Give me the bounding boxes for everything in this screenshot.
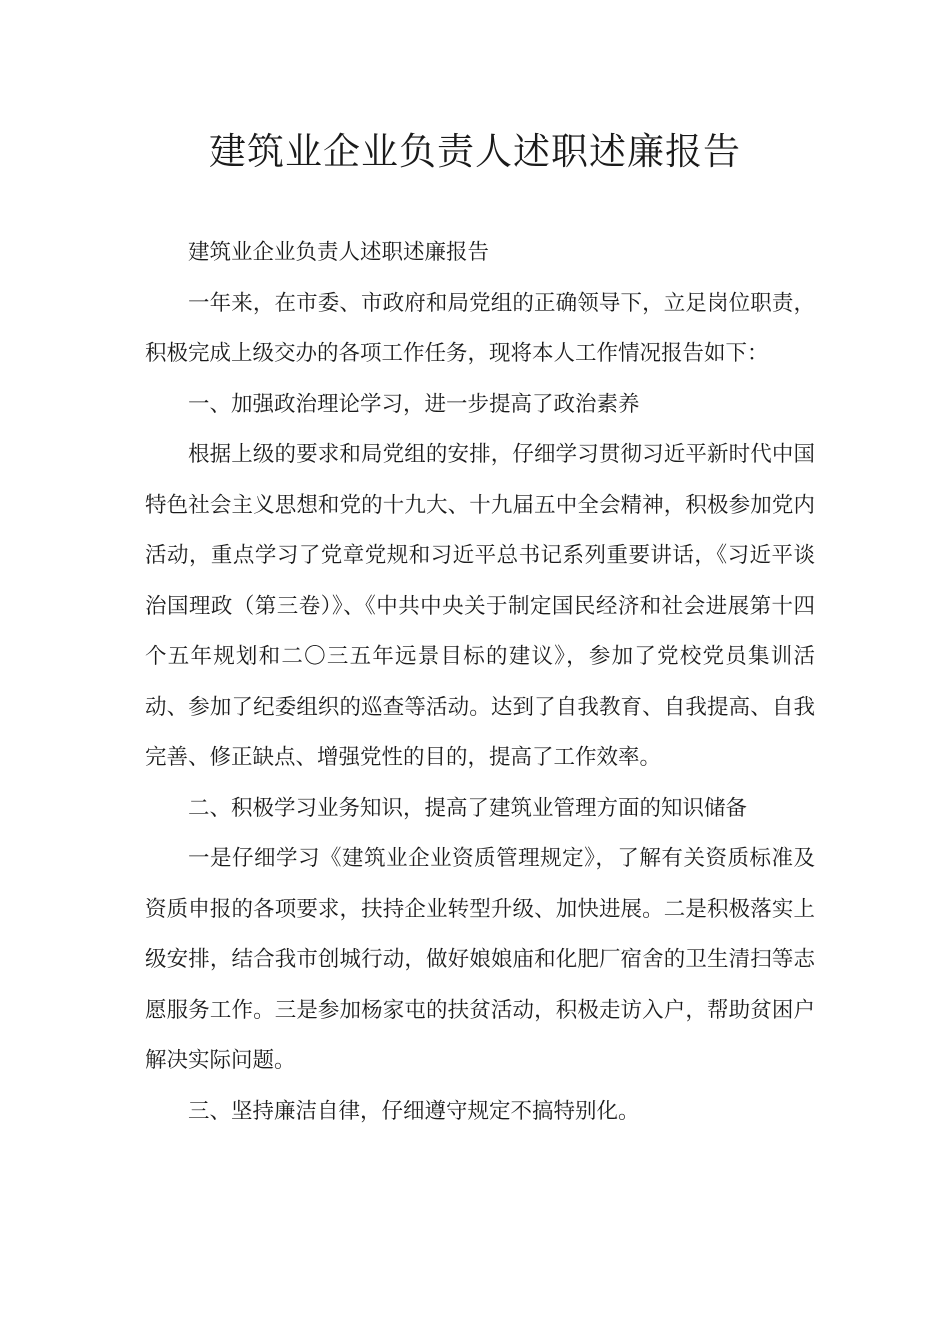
section-heading-1: 一、加强政治理论学习，进一步提高了政治素养 [188,391,640,417]
section-2-paragraph: 一是仔细学习《建筑业企业资质管理规定》，了解有关资质标准及资质申报的各项要求，扶持企业转型升级、加快进展。二是积极落实上级安排，结合我市创城行动，做好娘娘庙和化肥厂宿舍的卫生清扫等志愿服务工作。三是参加杨家屯的扶贫活动，积极走访入户，帮助贫困户解决实际问题。 [145,846,815,1073]
document-body [145,228,815,1137]
section-1-paragraph: 根据上级的要求和局党组的安排，仔细学习贯彻习近平新时代中国特色社会主义思想和党的十九大、十九届五中全会精神，积极参加党内活动，重点学习了党章党规和习近平总书记系列重要讲话，《习近平谈治国理政（第三卷）》、《中共中央关于制定国民经济和社会进展第十四个五年规划和二〇三五年远景目标的建议》，参加了党校党员集训活动、参加了纪委组织的巡查等活动。达到了自我教育、自我提高、自我完善、修正缺点、增强党性的目的，提高了工作效率。 [145,442,815,770]
subtitle-paragraph: 建筑业企业负责人述职述廉报告 [188,240,490,265]
document-title: 建筑业企业负责人述职述廉报告 [209,130,741,173]
section-heading-2: 二、积极学习业务知识，提高了建筑业管理方面的知识储备 [188,795,748,821]
intro-paragraph: 一年来，在市委、市政府和局党组的正确领导下，立足岗位职责，积极完成上级交办的各项工作任务，现将本人工作情况报告如下： [145,290,815,366]
section-heading-3: 三、坚持廉洁自律，仔细遵守规定不搞特别化。 [188,1098,640,1124]
